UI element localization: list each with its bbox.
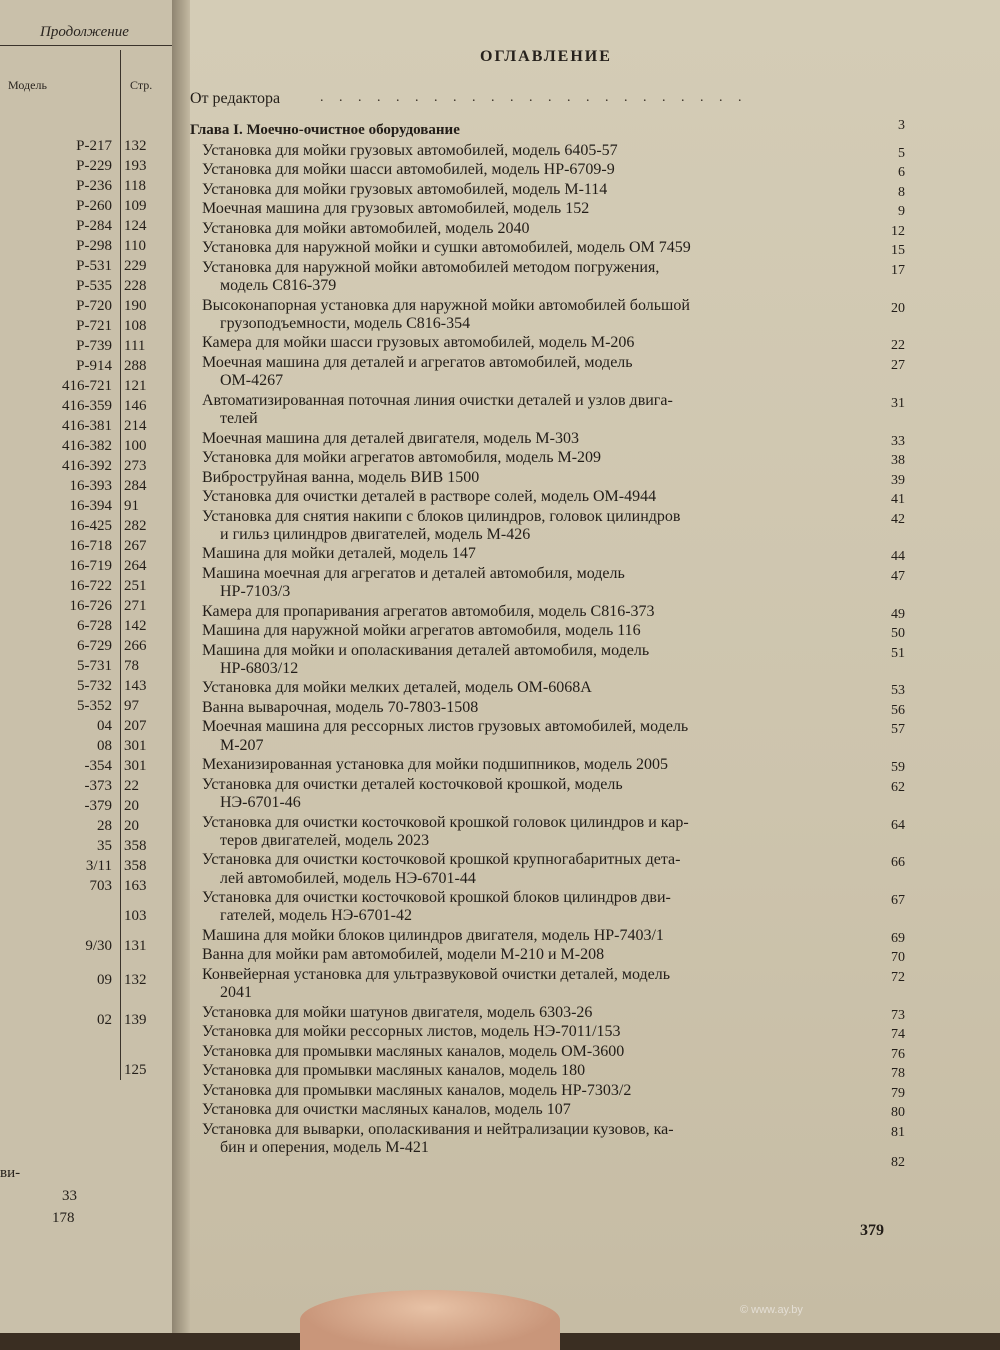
index-row xyxy=(0,638,172,658)
toc-page-number: 9 xyxy=(898,204,905,220)
toc-page-number: 53 xyxy=(891,683,905,699)
index-page: 358 xyxy=(124,858,147,874)
index-page: 190 xyxy=(124,298,147,314)
index-row xyxy=(0,1062,172,1082)
index-model: Р-739 xyxy=(76,338,112,354)
index-model: 416-392 xyxy=(62,458,112,474)
toc-page-number: 51 xyxy=(891,645,905,661)
index-row xyxy=(0,398,172,418)
index-row xyxy=(0,518,172,538)
index-model: Р-531 xyxy=(76,258,112,274)
index-row xyxy=(0,378,172,398)
index-model: Р-914 xyxy=(76,358,112,374)
index-row xyxy=(0,698,172,718)
toc-entry-text: гателей, модель НЭ-6701-42 xyxy=(220,907,412,925)
index-page: 214 xyxy=(124,418,147,434)
toc-entry-text: Установка для промывки масляных каналов, модель 180 xyxy=(202,1062,586,1080)
index-page: 284 xyxy=(124,478,147,494)
toc-entry-text: Установка для очистки косточковой крошкой блоков цилиндров дви- xyxy=(202,889,671,907)
toc-page-number: 81 xyxy=(891,1124,905,1140)
index-model: -379 xyxy=(84,798,112,814)
index-page: 125 xyxy=(124,1062,147,1078)
index-model: 5-352 xyxy=(77,698,112,714)
index-page: 109 xyxy=(124,198,147,214)
index-page: 111 xyxy=(124,338,146,354)
index-model: 3/11 xyxy=(85,858,112,874)
index-row xyxy=(0,938,172,958)
index-row xyxy=(0,238,172,258)
index-page: 146 xyxy=(124,398,147,414)
toc-page-number: 62 xyxy=(891,779,905,795)
index-page: 124 xyxy=(124,218,147,234)
index-page: 266 xyxy=(124,638,147,654)
index-page: 273 xyxy=(124,458,147,474)
footnote-fragment: ви- xyxy=(0,1165,21,1181)
index-page: 91 xyxy=(124,498,139,514)
toc-entry-text: лей автомобилей, модель НЭ-6701-44 xyxy=(220,869,476,887)
index-page: 100 xyxy=(124,438,147,454)
toc-entry-text: Конвейерная установка для ультразвуковой очистки деталей, модель xyxy=(202,965,670,983)
index-page: 228 xyxy=(124,278,147,294)
index-model: 16-722 xyxy=(69,578,112,594)
toc-entry-text: и гильз цилиндров двигателей, модель М-426 xyxy=(220,525,531,543)
index-page: 229 xyxy=(124,258,147,274)
toc-entry-text: телей xyxy=(220,409,258,427)
index-model: 5-732 xyxy=(77,678,112,694)
toc-entry-text: Установка для мойки агрегатов автомобиля, модель М-209 xyxy=(202,449,602,466)
toc-entry-text: Камера для мойки шасси грузовых автомобилей, модель М-206 xyxy=(202,334,635,352)
index-model: Р-229 xyxy=(76,158,112,174)
index-model: 16-718 xyxy=(69,538,112,554)
index-page: 251 xyxy=(124,578,147,594)
index-model: -373 xyxy=(84,778,112,794)
toc-entry-text: Моечная машина для деталей двигателя, модель М-303 xyxy=(202,429,579,447)
index-model: Р-720 xyxy=(76,298,112,314)
toc-page-number: 67 xyxy=(891,893,905,909)
index-model: Р-236 xyxy=(76,178,112,194)
index-page: 264 xyxy=(124,558,147,574)
toc-entry-text: Установка для мойки автомобилей, модель 2040 xyxy=(202,219,530,237)
toc-page-number: 3 xyxy=(898,118,905,133)
toc-entry-text: Установка для очистки косточковой крошкой крупногабаритных дета- xyxy=(202,851,681,869)
index-row xyxy=(0,358,172,378)
toc-entry-text: Установка для мойки рессорных листов, модель НЭ-7011/153 xyxy=(202,1023,621,1041)
toc-entry-text: Установка для очистки деталей косточковой крошкой, модель xyxy=(202,775,623,793)
toc-page-number: 79 xyxy=(891,1085,905,1101)
index-row xyxy=(0,758,172,778)
index-row xyxy=(0,778,172,798)
toc-page-number: 27 xyxy=(891,357,905,373)
toc-entry-text: Установка для наружной мойки и сушки автомобилей, модель ОМ 7459 xyxy=(202,239,691,257)
index-model: 703 xyxy=(89,878,112,894)
index-page: 121 xyxy=(124,378,147,394)
index-page: 110 xyxy=(124,238,146,254)
index-model: 16-726 xyxy=(69,598,112,614)
thumb xyxy=(300,1290,560,1350)
index-model: 416-721 xyxy=(62,378,112,394)
toc-entry-text: Моечная машина для грузовых автомобилей, модель 152 xyxy=(202,200,590,218)
index-model: 16-394 xyxy=(69,498,112,514)
toc-page-number: 20 xyxy=(891,300,905,316)
toc-entry-text: модель С816-379 xyxy=(220,277,337,295)
toc-page-number: 49 xyxy=(891,606,905,622)
toc-page-number: 6 xyxy=(898,165,905,181)
toc-entry-text: Установка для мойки шатунов двигателя, модель 6303-26 xyxy=(202,1003,593,1021)
toc-page-number: 17 xyxy=(891,262,905,278)
index-model: 416-381 xyxy=(62,418,112,434)
toc-page-number: 15 xyxy=(891,243,905,259)
toc-entry-text: Машина для наружной мойки агрегатов автомобиля, модель 116 xyxy=(202,622,641,640)
toc-page-number: 57 xyxy=(891,722,905,738)
toc-page-number: 31 xyxy=(891,395,905,411)
index-row xyxy=(0,418,172,438)
index-row xyxy=(0,458,172,478)
index-row xyxy=(0,618,172,638)
index-page: 20 xyxy=(124,798,139,814)
toc-entry-text: НР-6803/12 xyxy=(220,659,299,677)
index-model: Р-217 xyxy=(76,138,112,154)
toc-entry-text: Установка для мойки грузовых автомобилей, модель 6405-57 xyxy=(202,141,618,159)
index-model: 04 xyxy=(97,718,112,734)
toc-entry-text: Машина для мойки блоков цилиндров двигателя, модель НР-7403/1 xyxy=(202,926,664,944)
index-row xyxy=(0,258,172,278)
toc-entry-text: Установка для очистки деталей в растворе солей, модель ОМ-4944 xyxy=(202,488,657,505)
index-model: 6-729 xyxy=(77,638,112,654)
toc-page-number: 74 xyxy=(891,1027,905,1043)
index-page: 288 xyxy=(124,358,147,374)
toc-page-number: 33 xyxy=(891,433,905,449)
toc-entry-text: Установка для мойки грузовых автомобилей, модель М-114 xyxy=(202,180,608,198)
page-number: 379 xyxy=(860,1222,884,1239)
index-row xyxy=(0,972,172,992)
index-model: 16-393 xyxy=(69,478,112,494)
index-page: 139 xyxy=(124,1012,147,1028)
index-model: 09 xyxy=(97,972,112,988)
toc-page-number: 12 xyxy=(891,223,905,239)
index-page: 267 xyxy=(124,538,147,554)
index-model: -354 xyxy=(84,758,112,774)
toc-page-number: 80 xyxy=(891,1105,905,1121)
right-page xyxy=(190,0,1000,1333)
index-row xyxy=(0,858,172,878)
index-row xyxy=(0,158,172,178)
index-row xyxy=(0,558,172,578)
index-page: 271 xyxy=(124,598,147,614)
toc-page-number: 42 xyxy=(891,511,905,527)
toc-entry-text: Машина моечная для агрегатов и деталей автомобиля, модель xyxy=(202,564,625,582)
toc-entry-text: бин и оперения, модель М-421 xyxy=(220,1138,429,1156)
index-page: 108 xyxy=(124,318,147,334)
index-page: 118 xyxy=(124,178,146,194)
index-row xyxy=(0,878,172,898)
header-rule xyxy=(0,45,172,46)
index-row xyxy=(0,138,172,158)
toc-entry-text: НЭ-6701-46 xyxy=(220,793,301,811)
index-row xyxy=(0,318,172,338)
toc-page-number: 76 xyxy=(891,1046,905,1062)
column-header-model: Модель xyxy=(8,78,47,92)
index-model: 9/30 xyxy=(85,938,112,954)
index-page: 358 xyxy=(124,838,147,854)
index-row xyxy=(0,198,172,218)
toc-page-number: 5 xyxy=(898,145,905,161)
index-page: 143 xyxy=(124,678,147,694)
toc-entry-text: Установка для промывки масляных каналов, модель НР-7303/2 xyxy=(202,1081,632,1099)
index-model: 5-731 xyxy=(77,658,112,674)
index-page: 207 xyxy=(124,718,147,734)
index-row xyxy=(0,818,172,838)
index-page: 78 xyxy=(124,658,139,674)
index-page: 103 xyxy=(124,908,147,924)
index-model: 28 xyxy=(97,818,112,834)
index-row xyxy=(0,838,172,858)
index-model: 35 xyxy=(97,838,112,854)
index-row xyxy=(0,598,172,618)
toc-entry-text: Глава I. Моечно-очистное оборудование xyxy=(190,122,460,139)
toc-page-number: 64 xyxy=(891,817,905,833)
toc-entry-text: Механизированная установка для мойки подшипников, модель 2005 xyxy=(202,756,668,774)
toc-page-number: 73 xyxy=(891,1007,905,1023)
index-row xyxy=(0,178,172,198)
toc-entry-text: Установка для наружной мойки автомобилей методом погружения, xyxy=(202,258,660,276)
index-row xyxy=(0,738,172,758)
index-page: 132 xyxy=(124,972,147,988)
toc-page-number: 41 xyxy=(891,492,905,507)
toc-entry-text: Камера для пропаривания агрегатов автомобиля, модель С816-373 xyxy=(202,602,655,620)
toc-entry-text: Автоматизированная поточная линия очистки деталей и узлов двига- xyxy=(202,391,673,409)
index-page: 97 xyxy=(124,698,139,714)
toc-entry-text: Моечная машина для деталей и агрегатов автомобилей, модель xyxy=(202,353,633,371)
toc-entry-text: Машина для мойки деталей, модель 147 xyxy=(202,545,476,563)
index-page: 282 xyxy=(124,518,147,534)
toc-entry-text: Моечная машина для рессорных листов грузовых автомобилей, модель xyxy=(202,718,689,736)
toc-page-number: 66 xyxy=(891,855,905,871)
toc-entry-text: М-207 xyxy=(220,736,264,754)
index-row xyxy=(0,438,172,458)
toc-page-number: 44 xyxy=(891,549,905,565)
index-model: Р-535 xyxy=(76,278,112,294)
index-row xyxy=(0,578,172,598)
index-page: 131 xyxy=(124,938,147,954)
index-row xyxy=(0,538,172,558)
index-row xyxy=(0,718,172,738)
watermark: © www.ay.by xyxy=(740,1304,803,1316)
index-model: 6-728 xyxy=(77,618,112,634)
toc-entry-text: Установка для очистки масляных каналов, модель 107 xyxy=(202,1101,571,1119)
index-model: 416-359 xyxy=(62,398,112,414)
index-model: 02 xyxy=(97,1012,112,1028)
toc-title: ОГЛАВЛЕНИЕ xyxy=(480,48,612,65)
toc-entry-text: Машина для мойки и ополаскивания деталей автомобиля, модель xyxy=(202,641,650,659)
toc-page-number: 38 xyxy=(891,453,905,468)
index-page: 163 xyxy=(124,878,147,894)
index-row xyxy=(0,338,172,358)
index-page: 142 xyxy=(124,618,147,634)
index-row xyxy=(0,218,172,238)
index-row xyxy=(0,1012,172,1032)
toc-entry-text: НР-7103/3 xyxy=(220,583,291,601)
toc-entry-text: Установка для выварки, ополаскивания и нейтрализации кузовов, ка- xyxy=(202,1120,674,1138)
toc-entry-text: Высоконапорная установка для наружной мойки автомобилей большой xyxy=(202,296,690,314)
toc-entry-text: теров двигателей, модель 2023 xyxy=(220,831,430,849)
toc-page-number: 69 xyxy=(891,930,905,946)
index-row xyxy=(0,278,172,298)
toc-page-number: 39 xyxy=(891,472,905,488)
toc-page-number: 8 xyxy=(898,184,905,200)
index-model: 16-719 xyxy=(69,558,112,574)
toc-entry-text: грузоподъемности, модель С816-354 xyxy=(220,314,471,332)
index-page: 22 xyxy=(124,778,139,794)
toc-page-number: 47 xyxy=(891,568,905,584)
toc-entry-text: Установка для снятия накипи с блоков цилиндров, головок цилиндров xyxy=(202,507,681,525)
index-row xyxy=(0,798,172,818)
leader-dots: . . . . . . . . . . . . . . . . . . . . . . . xyxy=(320,90,748,105)
toc-entry-text: Установка для мойки шасси автомобилей, модель НР-6709-9 xyxy=(202,161,615,179)
index-model: 08 xyxy=(97,738,112,754)
index-row xyxy=(0,298,172,318)
toc-entry-text: 2041 xyxy=(220,984,252,1002)
index-page: 20 xyxy=(124,818,139,834)
index-model: Р-260 xyxy=(76,198,112,214)
index-page: 301 xyxy=(124,758,147,774)
toc-page-number: 59 xyxy=(891,760,905,776)
footnote-page: 33 xyxy=(62,1188,77,1204)
index-row xyxy=(0,478,172,498)
toc-entry-text: ОМ-4267 xyxy=(220,372,284,390)
index-page: 193 xyxy=(124,158,147,174)
footnote-page: 178 xyxy=(52,1210,75,1226)
toc-entry-text: От редактора xyxy=(190,90,281,107)
toc-page-number: 22 xyxy=(891,338,905,354)
toc-page-number: 56 xyxy=(891,702,905,718)
index-row xyxy=(0,658,172,678)
toc-entry-text: Установка для промывки масляных каналов, модель ОМ-3600 xyxy=(202,1042,625,1060)
toc-page-number: 82 xyxy=(891,1154,905,1170)
toc-entry-text: Установка для мойки мелких деталей, модель ОМ-6068А xyxy=(202,679,592,697)
toc-page-number: 78 xyxy=(891,1066,905,1082)
toc-page-number: 50 xyxy=(891,626,905,642)
toc-entry-text: Ванна для мойки рам автомобилей, модели М-210 и М-208 xyxy=(202,946,605,964)
left-page xyxy=(0,0,178,1333)
index-model: 16-425 xyxy=(69,518,112,534)
index-page: 132 xyxy=(124,138,147,154)
toc-page-number: 70 xyxy=(891,950,905,966)
toc-entry-text: Ванна выварочная, модель 70-7803-1508 xyxy=(202,698,479,716)
index-page: 301 xyxy=(124,738,147,754)
toc-page-number: 72 xyxy=(891,969,905,985)
index-row xyxy=(0,498,172,518)
column-header-page: Стр. xyxy=(130,78,153,92)
continuation-label: Продолжение xyxy=(40,24,129,40)
index-model: Р-721 xyxy=(76,318,112,334)
index-model: 416-382 xyxy=(62,438,112,454)
toc-entry-text: Установка для очистки косточковой крошкой головок цилиндров и кар- xyxy=(202,813,689,831)
index-row xyxy=(0,908,172,928)
index-model: Р-298 xyxy=(76,238,112,254)
index-model: Р-284 xyxy=(76,218,112,234)
toc-entry-text: Виброструйная ванна, модель ВИВ 1500 xyxy=(202,468,480,486)
index-row xyxy=(0,678,172,698)
